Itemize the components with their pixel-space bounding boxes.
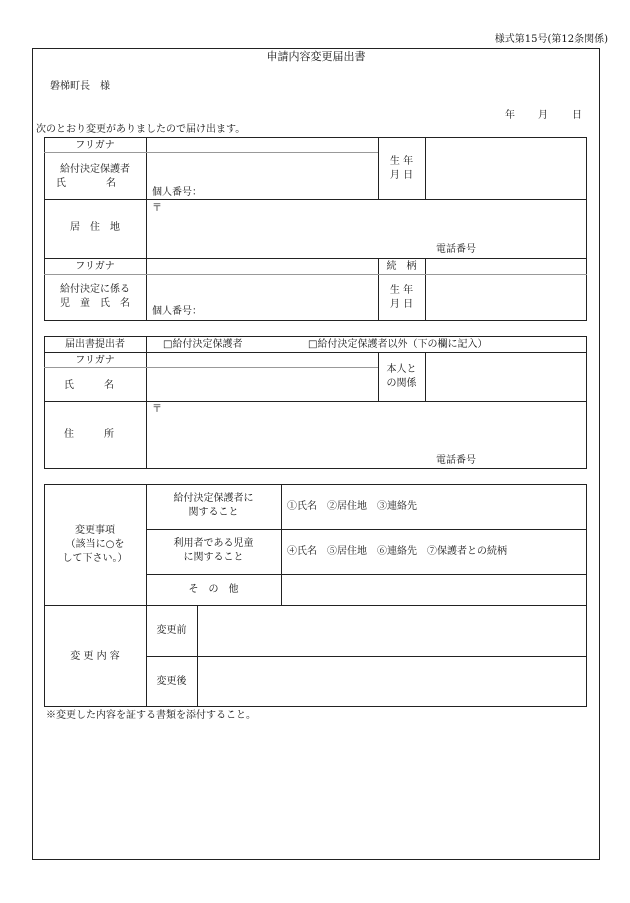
footnote: ※変更した内容を証する書類を添付すること。 <box>46 710 256 721</box>
date-month-label: 月 <box>538 110 548 121</box>
residence-label: 居 住 地 <box>70 222 120 233</box>
birth-label-2a: 生 年 <box>389 285 414 296</box>
submitter-address-label: 住 所 <box>64 429 114 440</box>
relation-label: 続 柄 <box>386 261 417 272</box>
row1-label-1: 給付決定保護者に <box>173 493 254 504</box>
date-day-label: 日 <box>572 110 582 121</box>
change-items-label-3: して下さい。） <box>62 553 128 564</box>
submitter-label: 届出書提出者 <box>65 339 125 350</box>
birth-label-2b: 月 日 <box>389 299 414 310</box>
row3-label: そ の 他 <box>188 584 239 595</box>
row2-options[interactable]: ④氏名 ⑤居住地 ⑥連絡先 ⑦保護者との続柄 <box>287 546 507 557</box>
after-label: 変更後 <box>156 676 187 687</box>
row2-label-2: に関すること <box>183 552 244 563</box>
submitter-postal-mark: 〒 <box>152 404 162 415</box>
date-year-label: 年 <box>505 110 515 121</box>
row1-label-2: 関すること <box>188 507 239 518</box>
individual-number-label-2: 個人番号： <box>152 306 202 317</box>
submitter-name-label: 氏 名 <box>64 380 114 391</box>
relation-label-1: 本人と <box>386 364 417 375</box>
row1-options[interactable]: ①氏名 ②居住地 ③連絡先 <box>287 501 417 512</box>
birth-label-2: 月 日 <box>389 170 414 181</box>
birth-label-1: 生 年 <box>389 156 414 167</box>
submitter-furigana-label: フリガナ <box>75 355 115 366</box>
submitter-phone-label: 電話番号 <box>436 455 476 466</box>
child-label-1: 給付決定に係る <box>60 284 130 295</box>
change-items-label-2: （該当に○を <box>65 539 125 550</box>
option-guardian-checkbox[interactable]: □給付決定保護者 <box>163 339 243 350</box>
phone-label: 電話番号 <box>436 244 476 255</box>
furigana-label-2: フリガナ <box>75 261 115 272</box>
individual-number-label: 個人番号： <box>152 187 202 198</box>
option-other-checkbox[interactable]: □給付決定保護者以外（下の欄に記入） <box>308 339 488 350</box>
addressee: 磐梯町長 様 <box>50 81 110 92</box>
relation-label-2: の関係 <box>386 378 417 389</box>
guardian-label-1: 給付決定保護者 <box>60 164 130 175</box>
postal-mark: 〒 <box>152 203 162 214</box>
form-number: 様式第15号(第12条関係) <box>494 34 608 45</box>
page-title: 申請内容変更届出書 <box>266 50 366 63</box>
row2-label-1: 利用者である児童 <box>173 538 254 549</box>
before-label: 変更前 <box>156 625 187 636</box>
child-label-2: 児 童 氏 名 <box>60 298 130 309</box>
change-content-label: 変 更 内 容 <box>70 651 120 662</box>
change-items-label-1: 変更事項 <box>75 525 115 536</box>
guardian-label-2: 氏 名 <box>56 178 116 189</box>
intro-text: 次のとおり変更がありましたので届け出ます。 <box>36 124 246 135</box>
furigana-label: フリガナ <box>75 140 115 151</box>
